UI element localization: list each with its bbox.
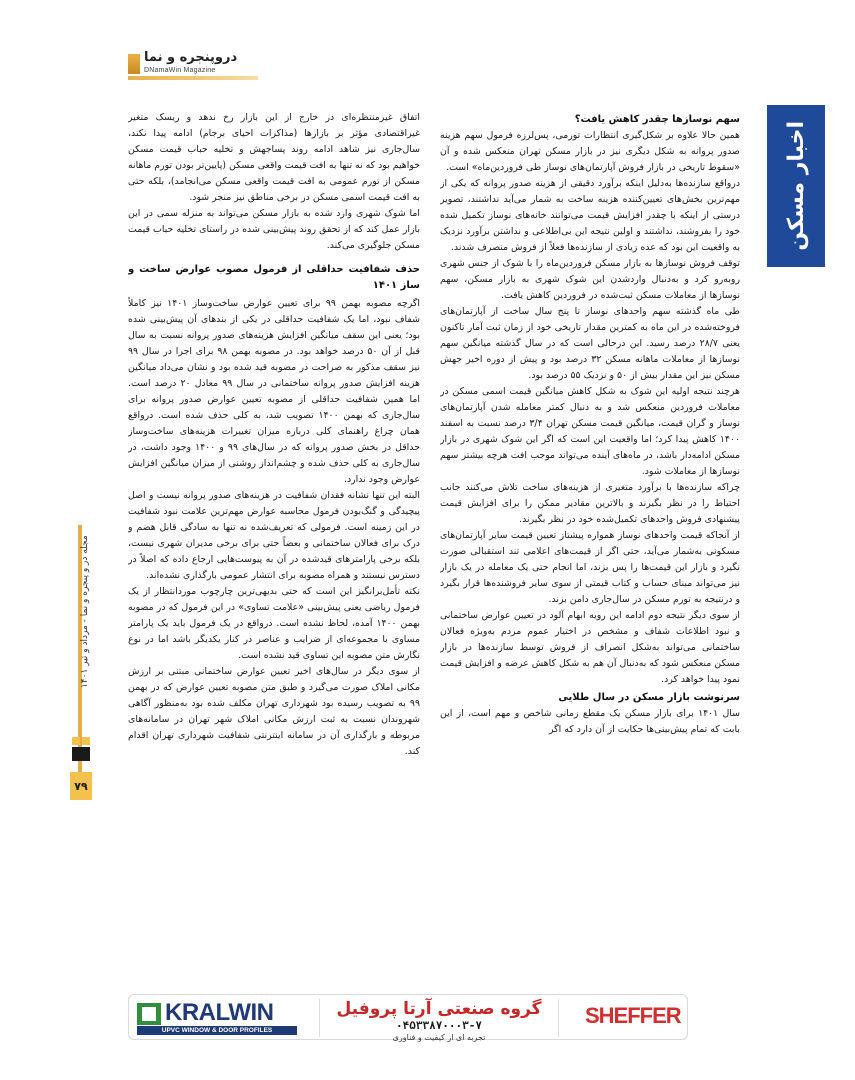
article-paragraph: درواقع سازنده‌ها به‌دلیل اینکه برآورد دقیقی از هزینه صدور پروانه که یکی از مهم‌ترین بخش‌های تعیین‌کننده هزینه ساخت به شمار می‌آید نداشتند، تصویر درستی از اینکه با چقدر افزایش قیمت می‌توانند خانه‌های نوساز تکمیل شده خود را بفروشند، نداشتند و اولین نتیجه این بی‌اطلاعی و نداشتن برآورد نزدیک به واقعیت این بود که عده زیادی از سازنده‌ها فعلاً از فروش منصرف شدند.	[440, 178, 740, 253]
ad-company-name: گروه صنعتی آرتا پروفیل	[336, 999, 542, 1019]
article-paragraph: طی ماه گذشته سهم واحدهای نوساز تا پنج سال ساخت از آپارتمان‌های فروخته‌شده در این ماه به کمترین مقدار تاریخی خود از زمان ثبت آمار تاکنون یعنی ۲۸/۷ درصد رسید. این درحالی است که در سال گذشته میانگین سهم نوسازها از معاملات ماهانه مسکن ۳۲ درصد بود و پیش از دوره اخیر جهش مسکن نیز این مقدار بیش از ۵۰ و نزدیک ۵۵ درصد بود.	[440, 306, 740, 381]
ad-tagline: تجربه ای از کیفیت و فناوری	[392, 1033, 486, 1042]
article-paragraph: اگرچه مصوبه بهمن ۹۹ برای تعیین عوارض ساخت‌وساز ۱۴۰۱ نیز کاملاً شفاف نبود، اما یک شفافیت حداقلی در یکی از بندهای آن پیش‌بینی شده بود؛ یعنی این سقف میانگین افزایش هزینه‌های صدور پروانه نسبت به سال قبل از آن ۵۰ درصد خواهد بود. در مصوبه بهمن ۹۸ برای اجرا در سال ۹۹ نیز سقف مذکور به صراحت در مصوبه قید شده بود و نشان می‌داد میانگین هزینه افزایش صدور پروانه ساختمانی در سال ۹۹ معادل ۲۰ درصد است. اما همین شفافیت حداقلی از مصوبه تعیین عوارض صدور پروانه برای سال‌جاری که بهمن ۱۴۰۰ تصویب شد، به کلی حذف شده است. درواقع همان چراغ راهنمای کلی درباره میزان تغییرات هزینه‌های ساخت‌وساز حداقل در بخش صدور پروانه که در سال‌های ۹۹ و ۱۴۰۰ وجود داشت، در سال‌جاری به کلی حذف شده و چشم‌انداز روشنی از میزان میانگین افزایش عوارض وجود ندارد.	[128, 298, 420, 485]
kralwin-brand: KRALWIN	[165, 999, 274, 1026]
article-paragraph: چراکه سازنده‌ها با برآورد متغیری از هزینه‌های ساخت تلاش می‌کنند جانب احتیاط را در نظر بگیرند و بالاترین مقادیر ممکن را برای افزایش قیمت پیشنهادی فروش واحدهای تکمیل‌شده خود در نظر بگیرند.	[440, 482, 740, 525]
section-tab	[767, 105, 825, 267]
article-paragraph: از آنجاکه قیمت واحدهای نوساز همواره پیشتاز تعیین قیمت سایر آپارتمان‌های مسکونی به‌شمار می‌آید، حتی اگر از قیمت‌های اعلامی تند استقبالی صورت نگیرد و بازار این قیمت‌ها را پس بزند، اما انجام حتی یک معامله در یک بازار نیز می‌تواند مبنای حساب و کتاب قیمتی از سوی سایر فروشنده‌ها قرار بگیرد و درنتیجه به تورم مسکن در سال‌جاری دامن بزند.	[440, 530, 740, 605]
article-paragraph: البته این تنها نشانه فقدان شفافیت در هزینه‌های صدور پروانه نیست و اصل پیچیدگی و گنگ‌بودن فرمول محاسبه عوارض مهم‌ترین علامت نبود شفافیت در این زمینه است. فرمولی که تعریف‌شده نه تنها به سادگی قابل هضم و درک برای فعالان ساختمانی و بعضاً حتی برای برخی مدیران شهری نیست، بلکه برخی پارامترهای قیدشده در آن به پیوست‌هایی ارجاع داده که اصلاً در دسترس نیستند و همراه مصوبه برای انتشار عمومی بارگذاری نشده‌اند.	[128, 490, 420, 581]
logo-mark-icon	[128, 54, 140, 74]
article-paragraph: نکته تأمل‌برانگیز این است که حتی بدیهی‌ترین چارچوب موردانتظار از یک فرمول ریاضی یعنی پیش‌بینی «علامت تساوی» در این فرمول که در مصوبه بهمن ۱۴۰۰ آمده، لحاظ نشده است. درواقع در یک فرمول باید یک پارامتر مساوی با مجموعه‌ای از ضرایب و عناصر در کنار یکدیگر باشد اما در نوع نگارش متن مصوبه این تساوی قید نشده است.	[128, 586, 420, 661]
article-paragraph: سال ۱۴۰۱ برای بازار مسکن یک مقطع زمانی شاخص و مهم است، از این بابت که تمام پیش‌بینی‌ها حکایت از آن دارد که اگر	[440, 708, 740, 735]
magazine-logo	[128, 50, 258, 80]
sheffer-brand: SHEFFER	[585, 1003, 681, 1028]
advertisement-banner[interactable]	[128, 994, 688, 1040]
article-paragraph: از سوی دیگر در سال‌های اخیر تعیین عوارض ساختمانی مبتنی بر ارزش مکانی املاک صورت می‌گیرد و طبق متن مصوبه تعیین عوارض که در بهمن ۹۹ به تصویب رسیده بود شهرداری تهران مکلف شده بود به‌منظور آگاهی شهروندان نسبت به ثبت ارزش مکانی املاک شهر تهران در سامانه‌های مربوطه و بارگذاری آن در سامانه اینترنتی شفافیت شهرداری تهران اقدام کند.	[128, 666, 420, 757]
window-icon	[137, 1003, 161, 1025]
article-paragraph: اما شوک شهری وارد شده به بازار مسکن می‌تواند به منزله سمی در این بازار عمل کند که از تحقق روند پیش‌بینی شده در راستای تخلیه حباب قیمت مسکن جلوگیری می‌کند.	[128, 208, 420, 251]
issue-info: مجله در و پنجره و نما - مرداد و تیر ۱۴۰۱	[80, 535, 90, 688]
article-column-left	[128, 110, 420, 900]
article-paragraph: هرچند نتیجه اولیه این شوک به شکل کاهش میانگین قیمت اسمی مسکن در معاملات فروردین منعکس شد و به دنبال کمتر معامله شدن آپارتمان‌های نوساز و گران قیمت، میانگین قیمت مسکن تهران ۳/۴ درصد نسبت به اسفند ۱۴۰۰ کاهش پیدا کرد؛ اما واقعیت این است که اگر این شوک شهری در بازار مسکن ادامه‌دار باشد، در ماه‌های آینده می‌تواند موجب افت هرچه بیشتر سهم نوسازها از معاملات شود.	[440, 386, 740, 477]
magazine-subtitle: DNamaWin Magazine	[144, 67, 216, 74]
sheffer-logo	[585, 1003, 681, 1033]
article-paragraph: همین حالا علاوه بر شکل‌گیری انتظارات تورمی، پس‌لرزه فرمول سهم هزینه صدور پروانه به شکل دیگری نیز در بازار مسکن تهران منعکس شده و آن «سقوط تاریخی در بازار فروش آپارتمان‌های نوساز طی فروردین‌ماه» است.	[440, 130, 740, 173]
article-paragraph: اتفاق غیرمنتظره‌ای در خارج از این بازار رخ ندهد و ریسک متغیر غیراقتصادی مؤثر بر بازارها (مذاکرات احیای برجام) ادامه پیدا نکند، سال‌جاری نیز شاهد ادامه روند پساجهش و تخلیه حباب قیمت مسکن خواهیم بود که نه تنها به افت قیمت واقعی مسکن (پایین‌تر بودن تورم ماهانه مسکن از تورم عمومی به افت قیمت واقعی مسکن می‌انجامد)، بلکه حتی به افت قیمت اسمی مسکن در برخی مناطق نیز منجر شود.	[128, 112, 420, 203]
magazine-mini-logo-icon	[70, 735, 92, 765]
page-number: ۷۹	[70, 772, 92, 800]
section-tab-label: اخبار مسکن	[783, 121, 809, 251]
magazine-title: دروپنجره و نما	[144, 50, 238, 65]
article-paragraph: توقف فروش نوسازها به بازار مسکن فروردین‌ماه را با شوک از جنس شهری روبه‌رو کرد و به‌دنبال واردشدن این شوک شهری به بازار مسکن، سهم نوسازها از معاملات مسکن ثبت‌شده در فروردین کاهش یافت.	[440, 258, 740, 301]
article-subheading: حذف شفافیت حداقلی از فرمول مصوب عوارض ساخت و ساز ۱۴۰۱	[128, 264, 420, 291]
kralwin-logo	[137, 1001, 297, 1035]
ad-center-block	[319, 999, 559, 1042]
article-subheading: سرنوشت بازار مسکن در سال طلایی	[558, 692, 740, 703]
article-column-right	[440, 110, 740, 900]
article-paragraph: از سوی دیگر نتیجه دوم ادامه این رویه ابهام آلود در تعیین عوارض ساختمانی و نبود اطلاعات شفاف و مشخص در اختیار عموم مردم به‌ویژه فعالان ساختمانی می‌تواند به‌شکل انصراف از فروش توسط سازنده‌ها در بازار مسکن منعکس شود که به‌دنبال آن هم به شکل کاهش عرضه و افزایش قیمت نمود پیدا خواهد کرد.	[440, 610, 740, 685]
kralwin-tagline: UPVC WINDOW & DOOR PROFILES	[137, 1026, 297, 1035]
ad-phone: ۰۴۵۳۳۸۷۰۰۰۳-۷	[395, 1019, 483, 1032]
article-subheading: سهم نوسازها چقدر کاهش یافت؟	[574, 114, 740, 125]
masthead-rule	[128, 76, 258, 80]
